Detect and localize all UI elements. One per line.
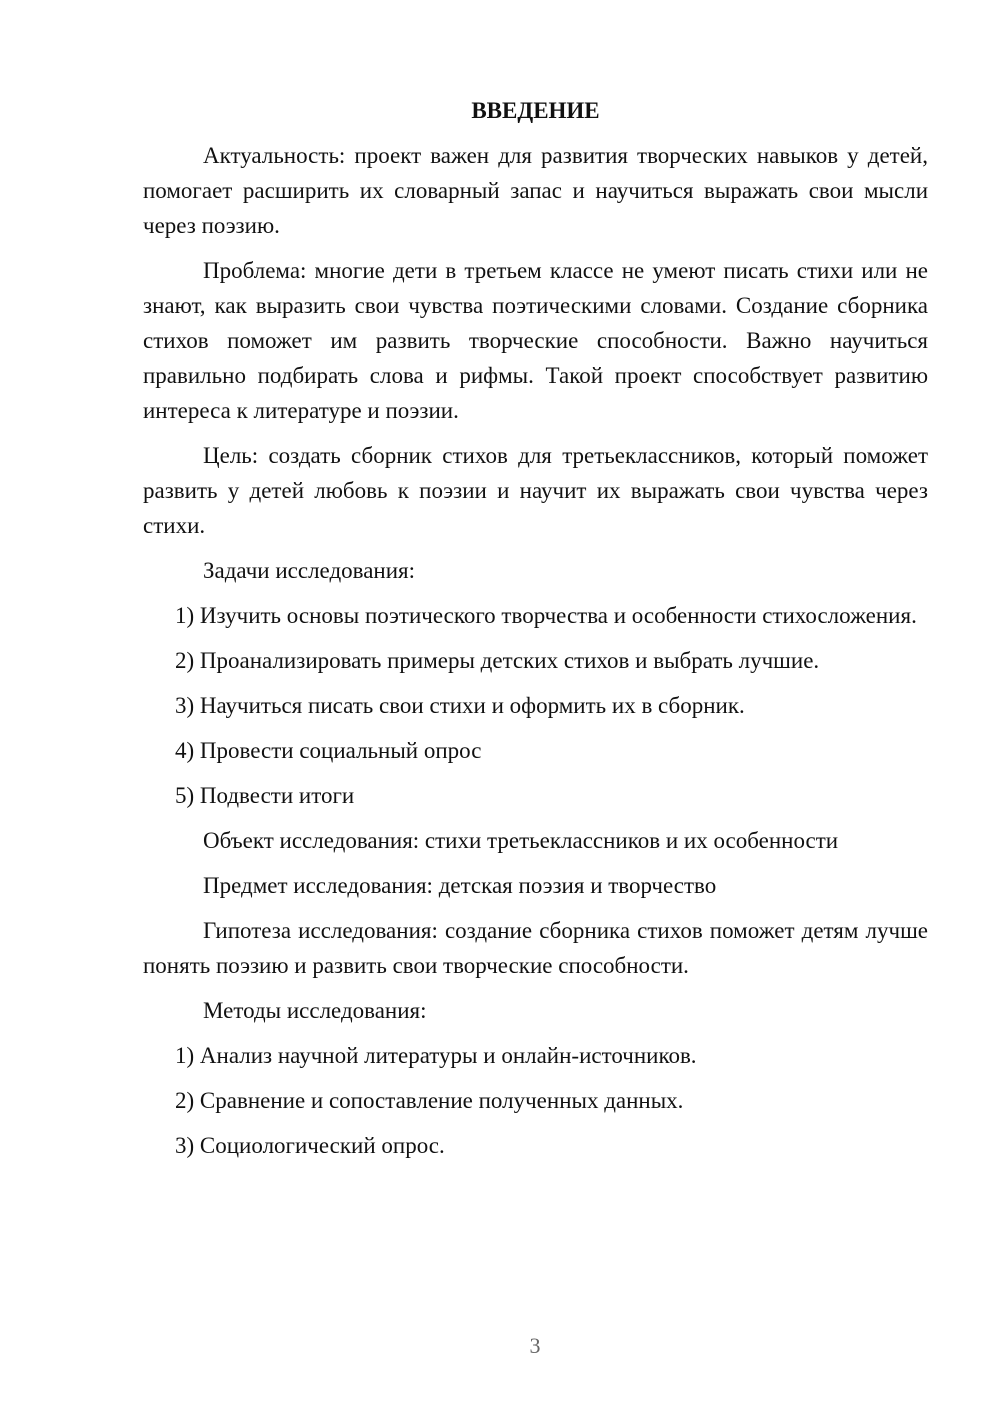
method-item-3: 3) Социологический опрос. xyxy=(175,1133,445,1158)
task-item-3: 3) Научиться писать свои стихи и оформить их в сборник. xyxy=(175,693,745,718)
task-item-1: 1) Изучить основы поэтического творчества и особенности стихосложения. xyxy=(175,603,917,628)
task-item-4: 4) Провести социальный опрос xyxy=(175,738,482,763)
goal-paragraph: Цель: создать сборник стихов для третьеклассников, который поможет развить у детей любовь к поэзии и научит их выражать свои чувства через стихи. xyxy=(143,443,928,538)
object-paragraph: Объект исследования: стихи третьеклассников и их особенности xyxy=(203,828,839,853)
task-item-2: 2) Проанализировать примеры детских стихов и выбрать лучшие. xyxy=(175,648,820,673)
method-item-2: 2) Сравнение и сопоставление полученных данных. xyxy=(175,1088,684,1113)
methods-title: Методы исследования: xyxy=(203,998,427,1023)
subject-paragraph: Предмет исследования: детская поэзия и творчество xyxy=(203,873,717,898)
page-number: 3 xyxy=(529,1333,541,1358)
problem-paragraph: Проблема: многие дети в третьем классе не умеют писать стихи или не знают, как выразить свои чувства поэтическими словами. Создание сборника стихов поможет им развить творческие способности. Важно научиться правильно подбирать слова и рифмы. Такой проект способствует развитию интереса к литературе и поэзии. xyxy=(143,258,928,423)
hypothesis-paragraph: Гипотеза исследования: создание сборника стихов поможет детям лучше понять поэзию и развить свои творческие способности. xyxy=(143,918,928,978)
tasks-title: Задачи исследования: xyxy=(203,558,416,583)
section-heading: ВВЕДЕНИЕ xyxy=(471,98,600,123)
document-page xyxy=(143,93,928,1173)
method-item-1: 1) Анализ научной литературы и онлайн-источников. xyxy=(175,1043,697,1068)
relevance-paragraph: Актуальность: проект важен для развития творческих навыков у детей, помогает расширить их словарный запас и научиться выражать свои мысли через поэзию. xyxy=(143,143,928,238)
task-item-5: 5) Подвести итоги xyxy=(175,783,355,808)
